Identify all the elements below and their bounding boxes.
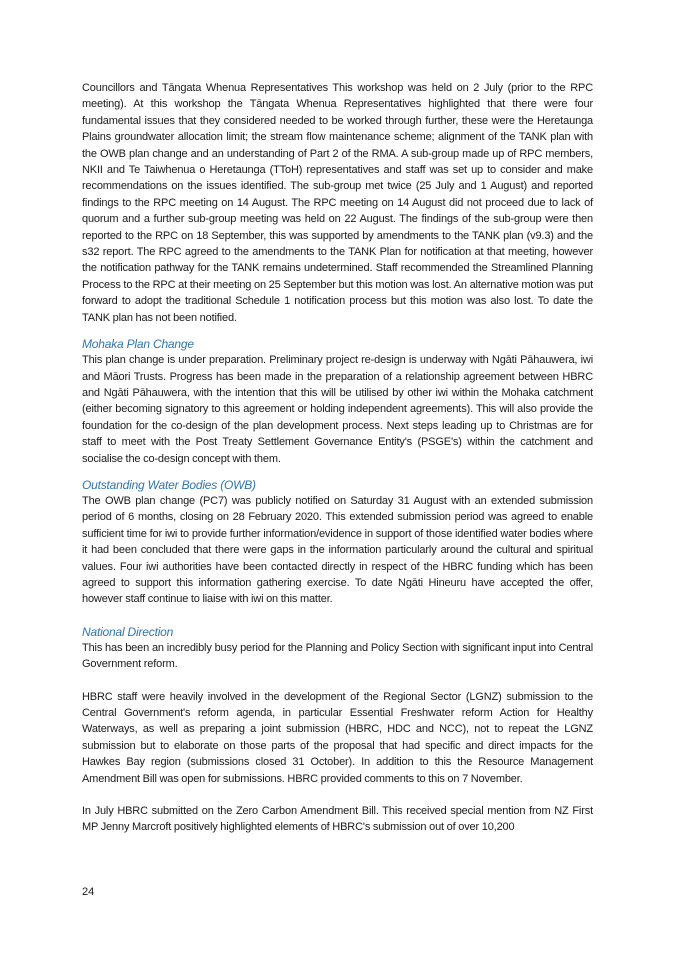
paragraph-national-2: HBRC staff were heavily involved in the development of the Regional Sector (LGNZ) submission to the Central Government's reform agenda, in particular Essential Freshwater reform Action for Healthy Waterways, as well as preparing a joint submission (HBRC, HDC and NCC), not to repeat the LGNZ submission but to elaborate on those parts of the proposal that had specific and direct impacts for the Hawkes Bay region (submissions closed 31 October). In addition to this the Resource Management Amendment Bill was open for submissions. HBRC provided comments to this on 7 November. xyxy=(82,690,593,785)
page-number: 24 xyxy=(82,886,95,898)
heading-mohaka-plan-change: Mohaka Plan Change xyxy=(82,337,194,352)
heading-national-direction: National Direction xyxy=(82,624,174,639)
heading-outstanding-water-bodies: Outstanding Water Bodies (OWB) xyxy=(82,477,256,492)
paragraph-owb: The OWB plan change (PC7) was publicly notified on Saturday 31 August with an extended submission period of 6 months, closing on 28 February 2020. This extended submission period was agreed to enable sufficient time for iwi to provide further information/evidence in support of those identified water bodies where it had been concluded that there were gaps in the information particularly around the cultural and spiritual values. Four iwi authorities have been contacted directly in respect of the HBRC funding which has been agreed to support this information gathering exercise. To date Ngāti Hineuru have accepted the offer, however staff continue to liaise with iwi on this matter. xyxy=(82,494,593,606)
paragraph-national-3: In July HBRC submitted on the Zero Carbon Amendment Bill. This received special mention from NZ First MP Jenny Marcroft positively highlighted elements of HBRC's submission out of over 10,200 xyxy=(82,805,593,834)
page-content xyxy=(82,80,593,836)
paragraph-tank-workshop: Councillors and Tāngata Whenua Representatives This workshop was held on 2 July (prior to the RPC meeting). At this workshop the Tāngata Whenua Representatives highlighted that there were four fundamental issues that they considered needed to be worked through further, these were the Heretaunga Plains groundwater allocation limit; the stream flow maintenance scheme; alignment of the TANK plan with the OWB plan change and an understanding of Part 2 of the RMA. A sub-group made up of RPC members, NKII and Te Taiwhenua o Heretaunga (TToH) representatives and staff was set up to consider and make recommendations on the issues identified. The sub-group met twice (25 July and 1 August) and reported findings to the RPC meeting on 14 August. The RPC meeting on 14 August did not proceed due to lack of quorum and a further sub-group meeting was held on 22 August. The findings of the sub-group were then reported to the RPC on 18 September, this was supported by amendments to the TANK plan (v9.3) and the s32 report. The RPC agreed to the amendments to the TANK Plan for notification at that meeting, however the notification pathway for the TANK remains undetermined. Staff recommended the Streamlined Planning Process to the RPC at their meeting on 25 September but this motion was lost. An alternative motion was put forward to adopt the traditional Schedule 1 notification process but this motion was also lost. To date the TANK plan has not been notified. xyxy=(82,82,593,324)
paragraph-national-1: This has been an incredibly busy period for the Planning and Policy Section with significant input into Central Government reform. xyxy=(82,641,593,671)
paragraph-mohaka: This plan change is under preparation. Preliminary project re-design is underway with Ngāti Pāhauwera, iwi and Māori Trusts. Progress has been made in the preparation of a relationship agreement between HBRC and Ngāti Pāhauwera, with the intention that this will be utilised by other iwi within the Mohaka catchment (either becoming signatory to this agreement or holding independent agreements). This will also provide the foundation for the co-design of the plan development process. Next steps leading up to Christmas are for staff to meet with the Post Treaty Settlement Governance Entity's (PSGE's) within the catchment and socialise the co-design concept with them. xyxy=(82,354,593,465)
